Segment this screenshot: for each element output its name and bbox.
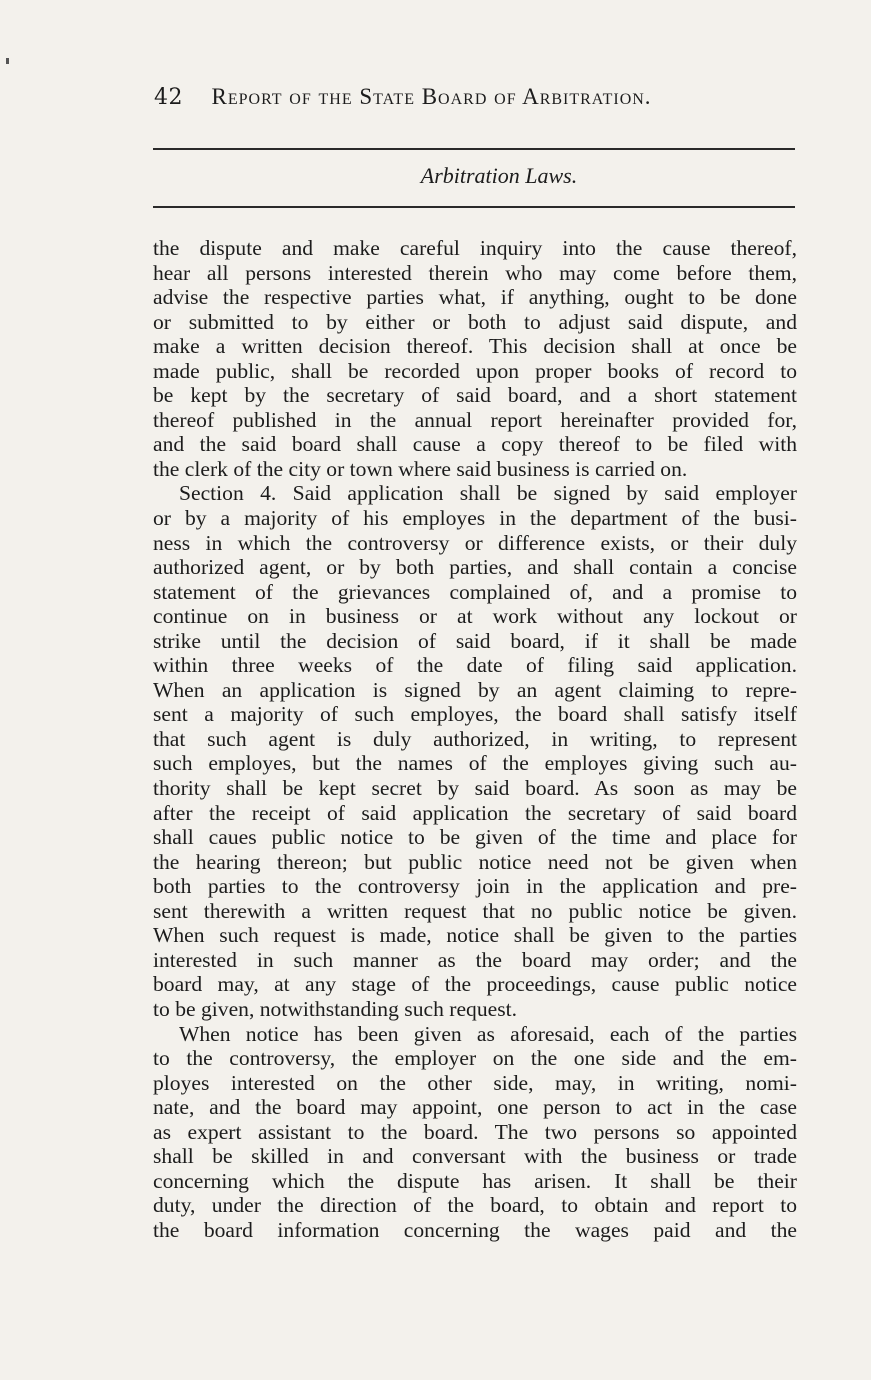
text-line: interested in such manner as the board may order; and the [153,947,797,972]
text-line: authorized agent, or by both parties, and shall contain a concise [153,555,797,580]
text-line: the clerk of the city or town where said business is carried on. [153,456,688,481]
text-line: both parties to the controversy join in the application and pre- [153,874,797,899]
section-title: Arbitration Laws. [420,163,578,188]
text-line: ployes interested on the other side, may, in writing, nomi- [153,1070,797,1095]
text-line: ness in which the controversy or difference exists, or their duly [153,530,797,555]
margin-mark [6,58,9,64]
text-line: When such request is made, notice shall be given to the parties [153,923,797,948]
text-line: the board information concerning the wages paid and the [153,1217,797,1242]
text-line: When notice has been given as aforesaid, each of the parties [179,1021,797,1046]
text-line: the dispute and make careful inquiry into the cause thereof, [153,236,797,260]
header-rule-bottom [153,206,795,208]
text-line: be kept by the secretary of said board, and a short statement [153,383,797,408]
text-line: When an application is signed by an agent claiming to repre- [153,677,797,702]
text-line: continue on in business or at work without any lockout or [153,604,797,629]
text-line: shall caues public notice to be given of the time and place for [153,825,797,850]
page-number: 42 [154,85,183,110]
text-line: or by a majority of his employes in the department of the busi- [153,506,797,531]
text-line: advise the respective parties what, if anything, ought to be done [153,285,797,310]
text-line: after the receipt of said application the secretary of said board [153,800,797,825]
text-line: shall be skilled in and conversant with the business or trade [153,1144,797,1169]
running-title: Report of the State Board of Arbitration. [211,84,652,109]
text-line: thereof published in the annual report hereinafter provided for, [153,407,797,432]
text-line: the hearing thereon; but public notice need not be given when [153,849,797,874]
text-line: such employes, but the names of the employes giving such au- [153,751,797,776]
text-line: Section 4. Said application shall be signed by said employer [179,481,797,506]
text-line: duty, under the direction of the board, to obtain and report to [153,1193,797,1218]
text-line: statement of the grievances complained of, and a promise to [153,579,797,604]
text-line: within three weeks of the date of filing said application. [153,653,797,678]
text-line: sent a majority of such employes, the board shall satisfy itself [153,702,797,727]
text-line: and the said board shall cause a copy thereof to be filed with [153,432,797,457]
header-rule-top [153,148,795,150]
text-line: to be given, notwithstanding such request. [153,996,518,1021]
text-line: board may, at any stage of the proceedings, cause public notice [153,972,797,997]
text-line: thority shall be kept secret by said board. As soon as may be [153,776,797,801]
text-line: as expert assistant to the board. The two persons so appointed [153,1119,797,1144]
text-line: concerning which the dispute has arisen. It shall be their [153,1168,797,1193]
text-line: or submitted to by either or both to adjust said dispute, and [153,309,797,334]
text-line: hear all persons interested therein who may come before them, [153,260,797,285]
text-line: strike until the decision of said board, if it shall be made [153,628,797,653]
text-line: made public, shall be recorded upon proper books of record to [153,358,797,383]
text-line: to the controversy, the employer on the one side and the em- [153,1046,797,1071]
running-head [154,84,794,120]
text-line: sent therewith a written request that no public notice be given. [153,898,797,923]
text-line: that such agent is duly authorized, in writing, to represent [153,726,797,751]
body-text [153,236,797,1242]
text-line: nate, and the board may appoint, one person to act in the case [153,1095,797,1120]
text-line: make a written decision thereof. This decision shall at once be [153,334,797,359]
